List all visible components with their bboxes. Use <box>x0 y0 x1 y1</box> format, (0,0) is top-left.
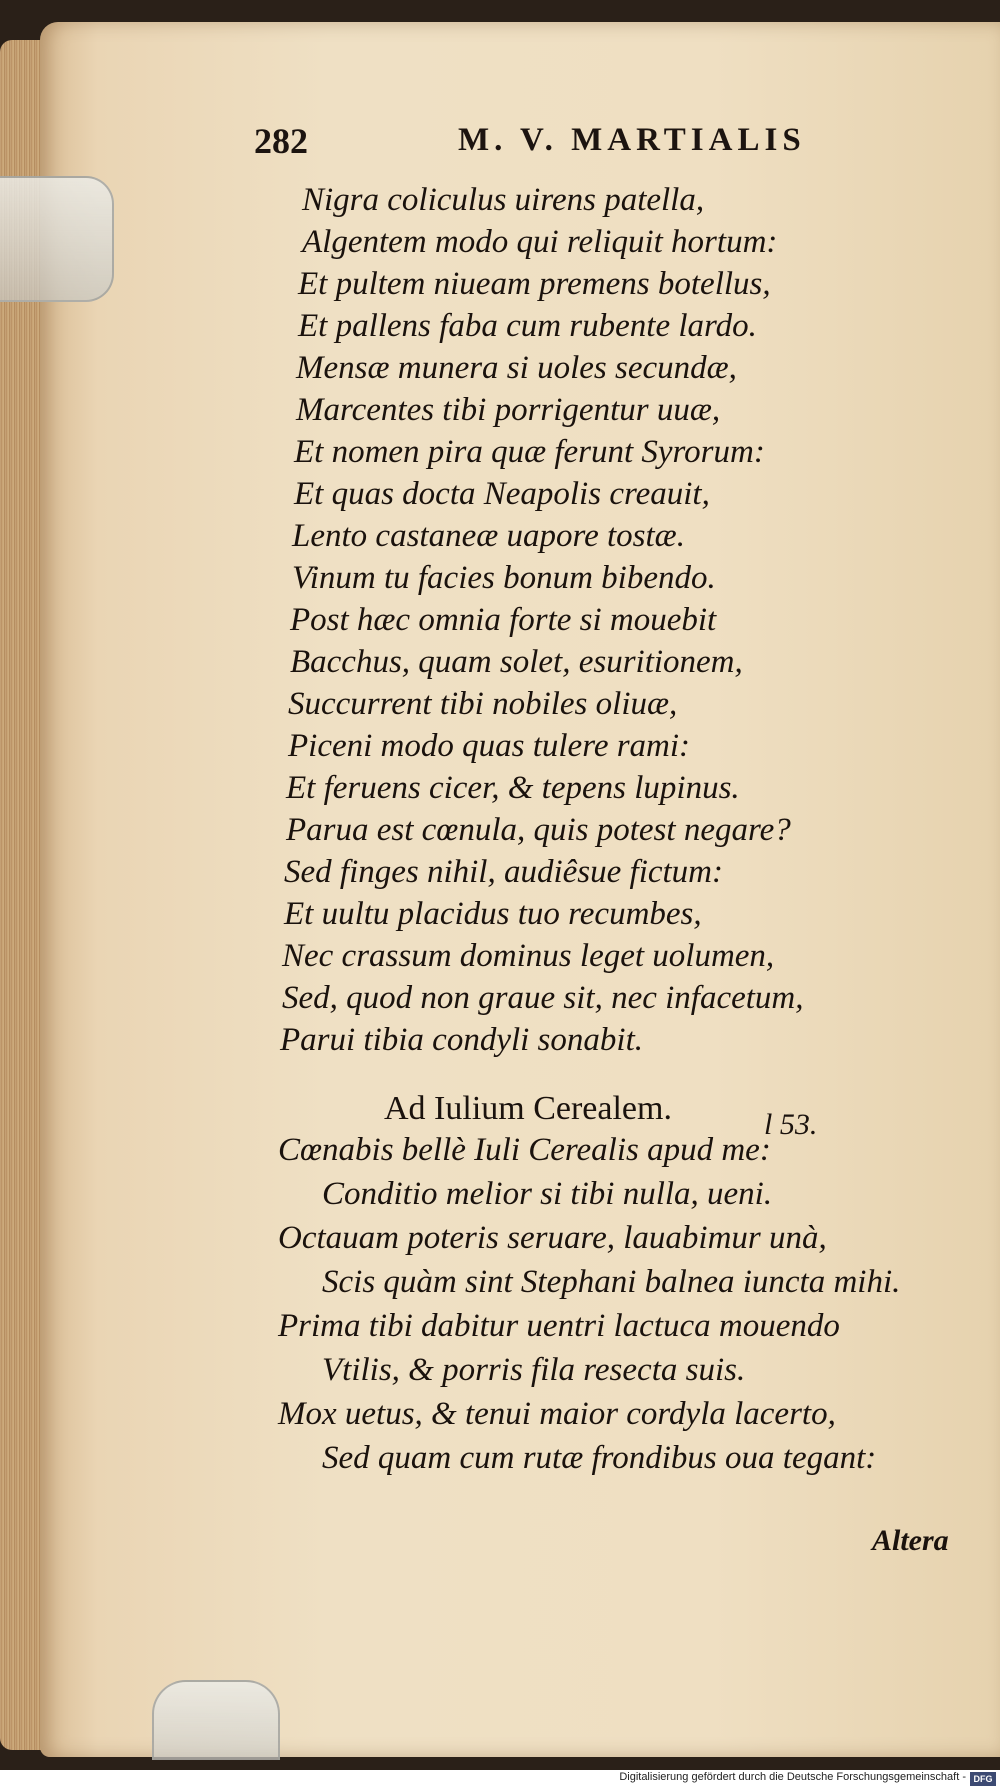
digitization-credit: Digitalisierung gefördert durch die Deutsche Forschungsgemeinschaft - <box>619 1771 966 1783</box>
poem-line: Post hæc omnia forte si mouebit <box>290 602 717 638</box>
poem-line: Et pultem niueam premens botellus, <box>298 266 771 302</box>
poem-line: Algentem modo qui reliquit hortum: <box>302 224 778 260</box>
running-head: M. V. MARTIALIS <box>458 122 806 158</box>
epigram-line: Prima tibi dabitur uentri lactuca mouendo <box>278 1308 840 1344</box>
poem-line: Sed finges nihil, audiêsue fictum: <box>284 854 724 890</box>
section-heading: Ad Iulium Cerealem. <box>384 1090 672 1127</box>
poem-line: Marcentes tibi porrigentur uuæ, <box>296 392 721 428</box>
poem-line: Vinum tu facies bonum bibendo. <box>292 560 716 596</box>
epigram-line: Octauam poteris seruare, lauabimur unà, <box>278 1220 827 1256</box>
poem-line: Nigra coliculus uirens patella, <box>302 182 705 218</box>
poem-line: Et nomen pira quæ ferunt Syrorum: <box>294 434 765 470</box>
poem-line: Sed, quod non graue sit, nec infacetum, <box>282 980 804 1016</box>
poem-line: Bacchus, quam solet, esuritionem, <box>290 644 743 680</box>
poem-line: Et quas docta Neapolis creauit, <box>294 476 710 512</box>
poem-line: Parui tibia condyli sonabit. <box>280 1022 643 1058</box>
catchword: Altera <box>872 1524 949 1557</box>
poem-line: Mensæ munera si uoles secundæ, <box>296 350 737 386</box>
epigram-line: Cœnabis bellè Iuli Cerealis apud me: <box>278 1132 771 1168</box>
poem-line: Et uultu placidus tuo recumbes, <box>284 896 702 932</box>
dfg-logo-icon: DFG <box>970 1772 996 1786</box>
epigram-line: Vtilis, & porris fila resecta suis. <box>322 1352 746 1388</box>
poem-line: Succurrent tibi nobiles oliuæ, <box>288 686 678 722</box>
poem-line: Piceni modo quas tulere rami: <box>288 728 691 764</box>
margin-note: l 53. <box>764 1108 818 1141</box>
epigram-line: Sed quam cum rutæ frondibus oua tegant: <box>322 1440 877 1476</box>
epigram-line: Mox uetus, & tenui maior cordyla lacerto, <box>278 1396 836 1432</box>
poem-line: Et feruens cicer, & tepens lupinus. <box>286 770 740 806</box>
poem-line: Et pallens faba cum rubente lardo. <box>298 308 757 344</box>
page-number: 282 <box>254 121 308 161</box>
poem-line: Lento castaneæ uapore tostæ. <box>292 518 685 554</box>
epigram-line: Conditio melior si tibi nulla, ueni. <box>322 1176 773 1212</box>
poem-line: Parua est cœnula, quis potest negare? <box>286 812 791 848</box>
poem-line: Nec crassum dominus leget uolumen, <box>282 938 775 974</box>
epigram-line: Scis quàm sint Stephani balnea iuncta mihi. <box>322 1264 901 1300</box>
